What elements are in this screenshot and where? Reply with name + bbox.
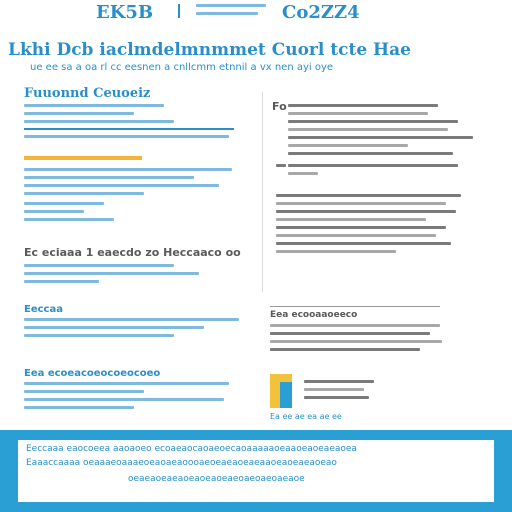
left-block2-text bbox=[24, 264, 234, 288]
left-block3-text bbox=[24, 318, 244, 342]
left-section-title: Fuuonnd Ceuoeiz bbox=[24, 86, 151, 101]
right-caption: Ea ee ae ea ae ee bbox=[270, 412, 342, 421]
swatch-caption-lines bbox=[304, 380, 444, 404]
page-title: Lkhi Dcb iaclmdelmnmmet Cuorl tcte Hae bbox=[8, 40, 411, 60]
header-divider bbox=[178, 4, 180, 18]
right-column-title: Fo bbox=[272, 100, 287, 113]
page-subtitle: ue ee sa a oa rl cc eesnen a cnllcmm etnnil a vx nen ayi oye bbox=[30, 62, 334, 73]
right-divider bbox=[270, 306, 440, 307]
right-block-text bbox=[270, 324, 445, 356]
column-divider bbox=[262, 92, 263, 292]
left-paragraph-3 bbox=[24, 168, 234, 200]
header-right-mark: Co2ZZ4 bbox=[282, 2, 360, 23]
left-divider-1 bbox=[24, 128, 234, 130]
left-paragraph-2 bbox=[24, 135, 234, 143]
header-small-text bbox=[196, 4, 266, 20]
right-paragraph-4 bbox=[276, 194, 476, 258]
footer-line-3: oeaeaoeaeaoeaoeaoeaeoaeoaeoaeaoe bbox=[128, 474, 305, 484]
right-paragraph-1 bbox=[288, 104, 478, 160]
right-block-title: Eea ecooaaoeeco bbox=[270, 310, 358, 320]
footer-line-1: Eeccaaa eaocoeea aaoaoeo ecoaeaocaoaeoecaoaaaaaoeaaoeaoeaeaoea bbox=[26, 444, 357, 454]
footer-band bbox=[0, 430, 512, 512]
left-block4-text bbox=[24, 382, 244, 414]
swatch-blue bbox=[280, 382, 292, 408]
left-highlight-bar bbox=[24, 156, 142, 160]
right-paragraph-3 bbox=[288, 164, 478, 180]
footer-line-2: Eaaaccaaaa oeaaaeoaaaeoeaoaeaoooaeoeaeaoeaeaaoeaoeaeaoeao bbox=[26, 458, 337, 468]
left-block4-title: Eea ecoeacoeocoeocoeo bbox=[24, 368, 161, 379]
left-paragraph-4 bbox=[24, 202, 234, 226]
footer-panel bbox=[18, 440, 494, 502]
left-block2-title: Ec eciaaa 1 eaecdo zo Heccaaco oo bbox=[24, 246, 241, 259]
header-left-mark: EK5B bbox=[96, 2, 154, 23]
left-paragraph-1 bbox=[24, 104, 234, 128]
left-block3-title: Eeccaa bbox=[24, 304, 63, 315]
